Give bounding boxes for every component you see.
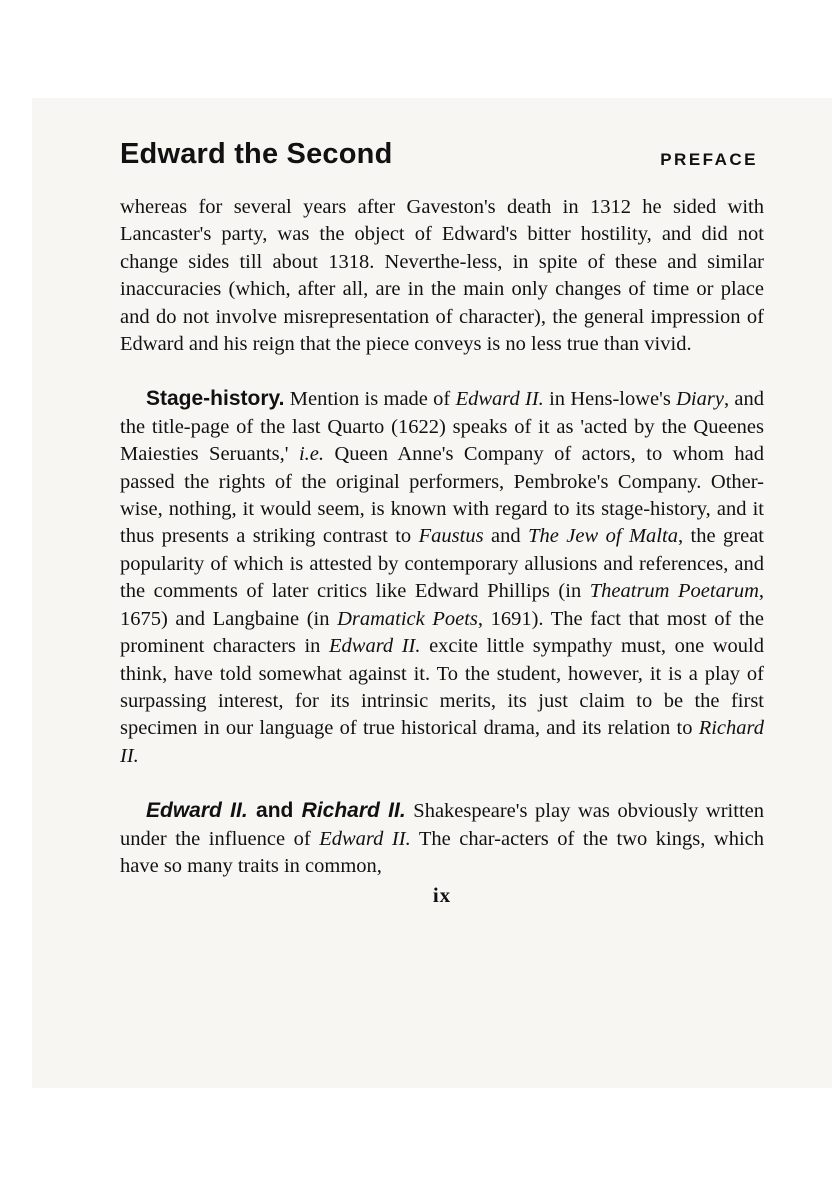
paragraph-edward-richard [120,797,764,880]
text-run: Mention is made of [289,388,456,411]
running-title: Edward the Second [120,138,393,170]
section-label: PREFACE [660,150,758,169]
text-run: excite little sympathy must, one would think, have told somewhat against it. To the student, however, it is a play of surpassing interest, for its intrinsic merits, its just claim to be the first specimen in our language of true historical drama, and its relation to [120,635,765,740]
italic-title: Edward II. [319,827,411,850]
italic-title: Edward II. [329,635,421,658]
page-number: ix [432,883,452,908]
text-run: , 1675) and Langbaine (in [120,580,764,630]
section-heading-edward: Edward II. [146,799,248,823]
italic-title: Dramatick Poets [337,607,478,630]
italic-title: Edward II. [455,388,544,411]
italic-title: Diary [676,388,724,411]
italic-title: The Jew of Malta [528,525,678,548]
text-run: The char-acters of the two kings, which have so many traits in common, [120,827,764,877]
page-content [120,138,764,908]
text-run: in Hens-lowe's [543,388,677,411]
page-header [120,138,764,188]
section-heading-richard: Richard II. [301,799,406,823]
paragraph-continuation: whereas for several years after Gaveston's death in 1312 he sided with Lancaster's party, was the object of Edward's bitter hostility, and did not change sides till about 1318. Neverthe-less, in spite of these and similar inaccuracies (which, after all, are in the main only changes of time or place and do not involve misrepresentation of character), the general impression of Edward and his reign that the piece conveys is no less true than vivid. [120,196,764,356]
text-run: , the great popularity of which is attested by contemporary allusions and references, and the comments of later critics like Edward Phillips (in [120,525,764,603]
italic-title: Theatrum Poetarum [589,580,759,603]
section-heading-and: and [247,799,302,823]
section-heading-stage-history: Stage-history. [146,387,285,411]
text-run: Shakespeare's play was obviously written under the influence of [120,800,764,850]
italic-title: Faustus [418,525,484,548]
paragraph-stage-history [120,385,764,770]
italic-abbrev: i.e. [298,443,325,466]
text-run: , 1691). The fact that most of the prominent characters in [120,607,764,658]
italic-title: Richard II. [120,717,764,767]
text-run: , and the title-page of the last Quarto (1622) speaks of it as 'acted by the Queenes Maiesties Seruants,' [120,388,764,466]
text-run: Queen Anne's Company of actors, to whom had passed the rights of the original performers, Pembroke's Company. Other-wise, nothing, it would seem, is known with regard to its stage-history, and it thus presents a striking contrast to [120,443,765,548]
text-run: and [483,525,529,548]
